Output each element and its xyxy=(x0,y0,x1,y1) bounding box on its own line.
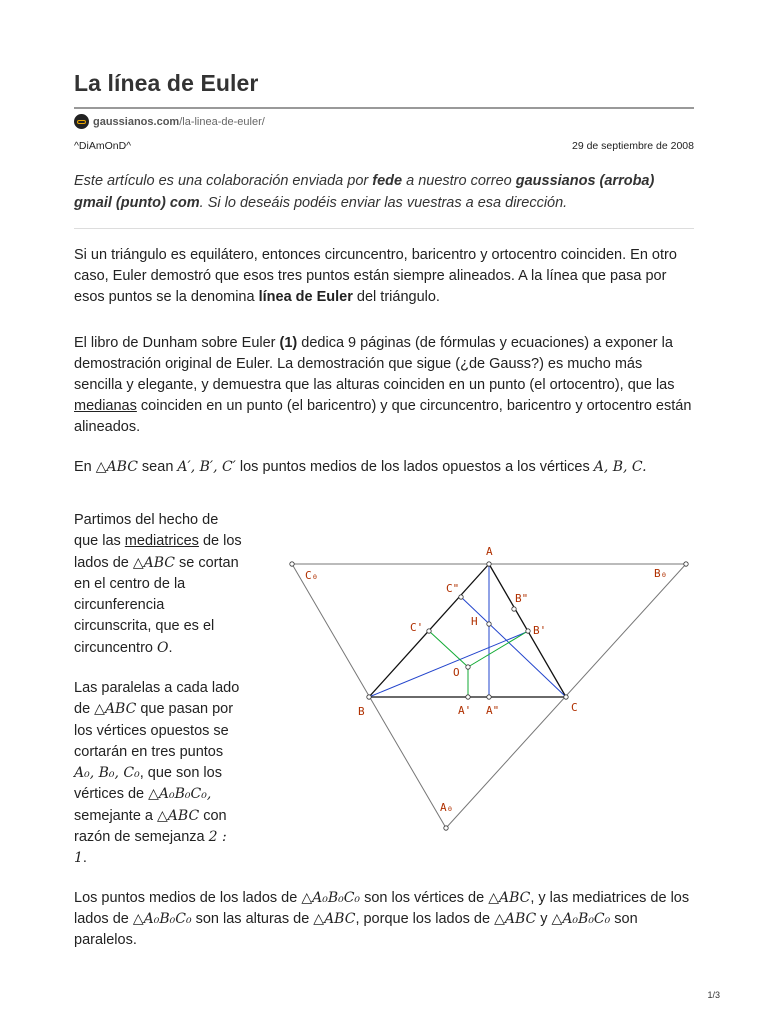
paragraph-4: Los puntos medios de los lados de △A₀B₀C₀ son los vértices de △ABC, y las mediatrices de los lados de △A₀B₀C₀ son las alturas de △ABC, porque los lados de △ABC y △A₀B₀C₀ son paralelos. xyxy=(74,890,690,948)
altitude-b xyxy=(369,631,529,697)
point-c xyxy=(564,695,568,699)
label-a: A xyxy=(486,545,493,558)
label-b: B xyxy=(358,705,365,718)
side-paragraph-1: Partimos del hecho de que las mediatrices de los lados de △ABC se cortan en el centro de la circunferencia circunscrita, que es el circuncentro O. xyxy=(74,512,242,656)
label-a0: A₀ xyxy=(440,801,454,814)
label-c0: C₀ xyxy=(305,569,319,582)
label-b0: B₀ xyxy=(654,567,668,580)
label-a-dprime: A" xyxy=(486,704,500,717)
point-a-dprime xyxy=(487,695,491,699)
medianas-link[interactable]: medianas xyxy=(74,398,137,414)
paragraph-1: Si un triángulo es equilátero, entonces circuncentro, baricentro y ortocentro coinciden. En otro caso, Euler demostró que esos tres puntos están siempre alineados. A la línea que pasa por esos puntos se la denomina línea de Euler del triángulo. xyxy=(74,247,677,305)
point-b-dprime xyxy=(512,607,516,611)
gaussianos-logo-icon xyxy=(74,114,89,129)
author: ^DiAmOnD^ xyxy=(74,140,132,152)
point-a-prime xyxy=(466,695,470,699)
point-c-prime xyxy=(427,629,431,633)
altitude-c xyxy=(461,597,566,697)
date: 29 de septiembre de 2008 xyxy=(571,140,694,152)
point-c-dprime xyxy=(459,595,463,599)
label-a-prime: A' xyxy=(458,704,472,717)
label-c-dprime: C" xyxy=(446,582,460,595)
label-b-prime: B' xyxy=(533,624,547,637)
point-a0 xyxy=(444,826,448,830)
paragraph-2: El libro de Dunham sobre Euler (1) dedica 9 páginas (de fórmulas y ecuaciones) a exponer la demostración original de Euler. La demostración que sigue (¿de Gauss?) es mucho más sencilla y elegante, y demuestra que las alturas coinciden en un punto (el ortocentro), que las medianas coinciden en un punto (el baricentro) y que circuncentro, baricentro y ortocentro están alineados. xyxy=(74,335,692,435)
point-c0 xyxy=(290,562,294,566)
label-h: H xyxy=(471,615,478,628)
point-o xyxy=(466,665,470,669)
source-link[interactable] xyxy=(74,114,265,129)
page-title: La línea de Euler xyxy=(74,70,259,96)
label-c: C xyxy=(571,701,578,714)
mediatrices-link[interactable]: mediatrices xyxy=(124,533,199,550)
source-path[interactable]: /la-linea-de-euler/ xyxy=(179,115,265,128)
title-rule xyxy=(74,107,694,109)
point-h xyxy=(487,622,491,626)
side-paragraph-2: Las paralelas a cada lado de △ABC que pasan por los vértices opuestos se cortarán en tres puntos A₀, B₀, C₀, que son los vértices de △A₀B₀C₀, semejante a △ABC con razón de semejanza 2 : 1. xyxy=(74,680,240,867)
euler-line-figure xyxy=(280,540,700,840)
bisector-b xyxy=(468,631,528,667)
point-b-prime xyxy=(526,629,530,633)
point-a xyxy=(487,562,491,566)
bisector-c xyxy=(429,631,468,667)
paragraph-3: En △ABC sean A′, B′, C′ los puntos medios de los lados opuestos a los vértices A, B, C. xyxy=(74,459,647,475)
divider xyxy=(74,228,694,229)
point-b xyxy=(367,695,371,699)
source-domain[interactable]: gaussianos.com xyxy=(93,115,180,128)
label-o: O xyxy=(453,666,460,679)
label-c-prime: C' xyxy=(410,621,424,634)
label-b-dprime: B" xyxy=(515,592,529,605)
page-number: 1/3 xyxy=(707,990,720,1000)
point-b0 xyxy=(684,562,688,566)
intro-paragraph: Este artículo es una colaboración enviada por fede a nuestro correo gaussianos (arroba) gmail (punto) com. Si lo deseáis podéis enviar las vuestras a esa dirección. xyxy=(74,173,655,211)
